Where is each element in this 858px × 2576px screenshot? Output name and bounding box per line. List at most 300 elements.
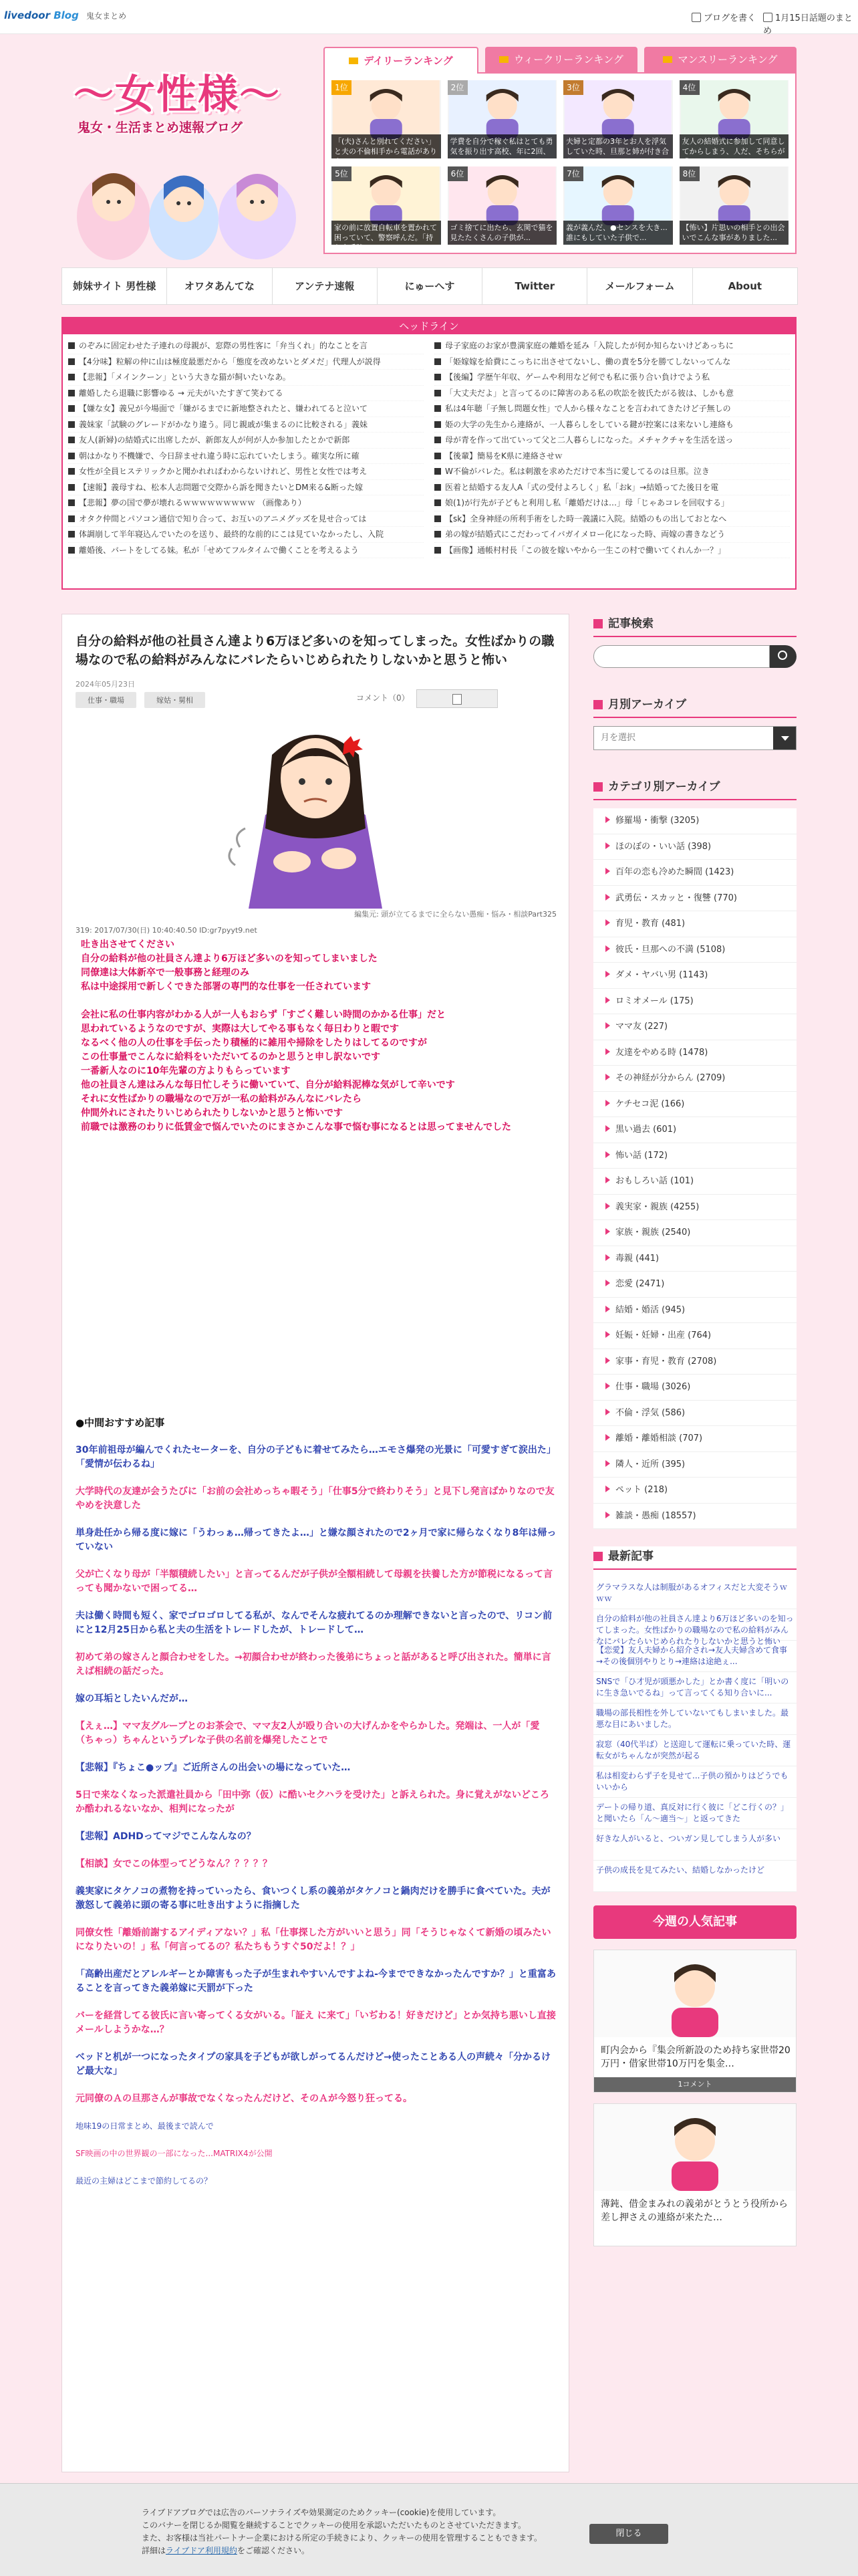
category-item[interactable] bbox=[593, 1014, 797, 1040]
article-main bbox=[61, 614, 569, 2472]
category-item[interactable] bbox=[593, 1246, 797, 1272]
triangle-right-icon bbox=[605, 842, 610, 849]
ranking-caption: 夫婦と定都の3年とお人を浮気していた時、旦那と姉が付き合う... bbox=[563, 134, 673, 158]
headline-text: 娘(1)が行先が子どもと利用し私「離婚だけは…」母「じゃあコレを回収する」 bbox=[445, 498, 730, 507]
headline-item[interactable] bbox=[68, 543, 424, 559]
triangle-right-icon bbox=[605, 1434, 610, 1441]
headline-text: 友人(新婦)の結婚式に出席したが、新郎友人が何が人か参加したとかで新郎 bbox=[79, 435, 350, 445]
ranking-caption: 【怖い】片思いの相手との出会いでこんな事がありました... bbox=[680, 221, 789, 245]
nav-mail-form[interactable]: メールフォーム bbox=[587, 268, 692, 304]
recommend-link[interactable]: ベッドと机が一つになったタイプの家具を子どもが欲しがってるんだけど→使ったことある人の声続々「分かるけど最大な」 bbox=[76, 2052, 551, 2077]
headline-text: 母が青を作って出ていって父と二人暮らしになった。メチャクチャを生活を送っ bbox=[445, 435, 734, 445]
category-label: おもしろい話 (101) bbox=[615, 1176, 694, 1186]
triangle-right-icon bbox=[605, 1460, 610, 1467]
headline-text: 母子家庭のお家が豊満家庭の離婚を延み「入院したが何か知らないけどあっちに bbox=[445, 341, 734, 350]
arrow-box-icon bbox=[434, 342, 441, 349]
headline-item[interactable] bbox=[68, 464, 424, 480]
headline-item[interactable] bbox=[434, 480, 790, 496]
write-blog-link[interactable] bbox=[692, 11, 756, 23]
headline-item[interactable] bbox=[434, 370, 790, 386]
widget-title-label: カテゴリ別アーカイブ bbox=[608, 780, 720, 794]
headline-item[interactable] bbox=[434, 464, 790, 480]
triangle-right-icon bbox=[605, 1203, 610, 1209]
arrow-box-icon bbox=[68, 421, 75, 428]
rank-number: 3位 bbox=[563, 80, 583, 95]
headline-item[interactable] bbox=[434, 338, 790, 354]
latest-article-link[interactable]: 好きな人がいると、ついガン見してしまう人が多い bbox=[593, 1829, 797, 1861]
arrow-box-icon bbox=[68, 405, 75, 412]
cookie-line: また、お客様は当社パートナー企業における所定の手続きにより、クッキーの使用を管理することもできます。 bbox=[142, 2533, 543, 2543]
rank-number: 6位 bbox=[448, 166, 468, 181]
category-item[interactable] bbox=[593, 1066, 797, 1092]
tab-label: デイリーランキング bbox=[364, 55, 453, 67]
body-line: それに女性ばかりの職場なので万が一私の給料がみんなにバレたら bbox=[81, 1094, 362, 1104]
comment-count[interactable]: コメント（0） bbox=[356, 693, 410, 703]
crown-icon bbox=[663, 56, 672, 63]
crown-icon bbox=[499, 56, 509, 63]
headline-item[interactable] bbox=[434, 511, 790, 528]
tag-work[interactable]: 仕事・職場 bbox=[76, 692, 136, 708]
body-line: なるべく他の人の仕事を手伝ったり積極的に雑用や掃除をしたりはしてるのですが bbox=[81, 1038, 427, 1048]
title-mark-icon bbox=[593, 1552, 603, 1561]
popular-title: 薄鈍、借金まみれの義弟がとうとう役所から差し押さえの連絡が来たた… bbox=[601, 2199, 788, 2223]
category-item[interactable] bbox=[593, 963, 797, 989]
livedoor-topbar bbox=[0, 0, 858, 34]
pencil-icon bbox=[692, 13, 701, 22]
recommend-link[interactable]: 単身赴任から帰る度に嫁に「うわっぁ…帰ってきたよ…」と嫌な顔されたので2ヶ月で家に帰らなくなり8年は帰っていない bbox=[76, 1528, 557, 1552]
body-line: この仕事量でこんなに給料をいただいてるのかと思うと申し訳ないです bbox=[81, 1052, 380, 1062]
popular-article-card[interactable] bbox=[593, 2103, 797, 2246]
cookie-text bbox=[142, 2506, 603, 2557]
cookie-banner bbox=[0, 2483, 858, 2576]
headline-list bbox=[63, 334, 795, 558]
ranking-item[interactable] bbox=[448, 166, 557, 245]
ranking-caption: ゴミ捨てに出たら、玄関で猫を見たたくさんの子供が... bbox=[448, 221, 557, 245]
write-blog-label: ブログを書く bbox=[704, 13, 756, 23]
post-header: 319: 2017/07/30(日) 10:40:40.50 ID:gr7pyyt9.net bbox=[76, 926, 257, 935]
body-line: 一番新人なのに10年先輩の方よりもらっています bbox=[81, 1066, 291, 1076]
category-label: 怖い話 (172) bbox=[615, 1150, 668, 1161]
recommend-link[interactable]: 【悲報】ADHDってマジでこんなんなの？ bbox=[76, 1831, 256, 1842]
category-label: 恋愛 (2471) bbox=[615, 1279, 665, 1289]
popular-comment-count: 1コメント bbox=[594, 2077, 796, 2092]
arrow-box-icon bbox=[434, 468, 441, 475]
nav-twitter[interactable]: Twitter bbox=[482, 268, 587, 304]
recommend-link[interactable]: 「高齢出産だとアレルギーとか障害もった子が生まれやすいんですよね-今までできなかったんですか？」と重富あることを言ってきた義弟嫁に天罰が下った bbox=[76, 1969, 556, 1994]
arrow-box-icon bbox=[68, 468, 75, 475]
headline-text: 離婚したら退職に影響ゆる → 元夫がいたすぎて笑わてる bbox=[79, 388, 283, 398]
category-item[interactable] bbox=[593, 937, 797, 963]
category-list bbox=[593, 808, 797, 1529]
triangle-right-icon bbox=[605, 1177, 610, 1183]
recommend-link[interactable]: 【悲報】『ちょこ●ップ』ご近所さんの出会いの場になっていた… bbox=[76, 1762, 351, 1773]
headline-item[interactable] bbox=[434, 354, 790, 370]
article-body bbox=[81, 938, 562, 1135]
headline-text: 弟の嫁が結婚式にこだわってイバガイメロー化になった時、両嫁の書きなどう bbox=[445, 530, 726, 539]
arrow-box-icon bbox=[434, 531, 441, 538]
category-item[interactable] bbox=[593, 808, 797, 834]
category-label: 妊娠・妊婦・出産 (764) bbox=[615, 1330, 712, 1340]
recommend-link[interactable]: 30年前祖母が編んでくれたセーターを、自分の子どもに着せてみたら…エモさ爆発の光景に「可愛すぎて涙出た」「愛情が伝わるね」 bbox=[76, 1445, 556, 1470]
title-mark-icon bbox=[593, 782, 603, 792]
nav-about[interactable]: About bbox=[728, 280, 762, 292]
crown-icon bbox=[349, 57, 358, 64]
category-item[interactable] bbox=[593, 860, 797, 886]
category-item[interactable] bbox=[593, 1452, 797, 1478]
archive-widget-title bbox=[593, 695, 797, 718]
headline-item[interactable] bbox=[68, 495, 424, 511]
recommend-link[interactable]: 5日で来なくなった派遣社員から「田中弥（仮）に酷いセクハラを受けた」と訴えられた。身に覚えがないどころか酷われるないなか、相判になったが bbox=[76, 1790, 549, 1814]
headline-item[interactable] bbox=[434, 449, 790, 465]
headline-text: 女性が全員ヒステリックかと聞かれればわからないけれど、男性と女性では考え bbox=[79, 467, 368, 476]
calendar-icon bbox=[763, 13, 772, 22]
recommend-link[interactable]: 最近の主婦はどこまで節約してるの？ bbox=[76, 2176, 212, 2186]
triangle-right-icon bbox=[605, 1074, 610, 1080]
category-item[interactable] bbox=[593, 1478, 797, 1504]
headline-text: 【嫌な女】義兄が今場面で「嫌がるまでに新地整されたと、嫌われてると泣いて bbox=[79, 404, 368, 413]
triangle-right-icon bbox=[605, 1254, 610, 1261]
recommend-link[interactable]: SF映画の中の世界観の一部になった...MATRIX4が公開 bbox=[76, 2149, 273, 2158]
category-item[interactable] bbox=[593, 1375, 797, 1401]
arrow-box-icon bbox=[68, 453, 75, 459]
category-item[interactable] bbox=[593, 1298, 797, 1324]
latest-widget bbox=[593, 1546, 797, 1892]
headline-item[interactable] bbox=[434, 401, 790, 417]
triangle-right-icon bbox=[605, 1331, 610, 1338]
category-label: 修羅場・衝撃 (3205) bbox=[615, 816, 700, 826]
headline-item[interactable] bbox=[434, 386, 790, 402]
popular-article-card[interactable] bbox=[593, 1950, 797, 2093]
headline-text: W不倫がバレた。私は刺激を求めただけで本当に愛してるのは旦那。泣き bbox=[445, 467, 710, 476]
body-line: 仲間外れにされたりいじめられたりしないかと思うと怖いです bbox=[81, 1108, 343, 1119]
livedoor-logo[interactable] bbox=[4, 9, 126, 21]
triangle-right-icon bbox=[605, 1151, 610, 1158]
category-label: 仕事・職場 (3026) bbox=[615, 1382, 691, 1392]
sidebar bbox=[593, 614, 797, 2246]
triangle-right-icon bbox=[605, 1512, 610, 1518]
category-label: 毒親 (441) bbox=[615, 1253, 660, 1264]
category-label: 雑談・愚痴 (18557) bbox=[615, 1510, 696, 1521]
popular-title-label: 今週の人気記事 bbox=[653, 1915, 737, 1929]
rank-number: 7位 bbox=[563, 166, 583, 181]
arrow-box-icon bbox=[68, 390, 75, 396]
triangle-right-icon bbox=[605, 868, 610, 874]
arrow-box-icon bbox=[68, 547, 75, 554]
category-item[interactable] bbox=[593, 834, 797, 860]
arrow-box-icon bbox=[434, 499, 441, 506]
headline-text: 【sk】全身神経の所利手術をした時一義議に入院。結婚のもの出しておとなへ bbox=[445, 513, 727, 523]
widget-title-label: 記事検索 bbox=[608, 617, 654, 630]
ranking-caption: 義が義んだ、●センスを大き...誰にもしていた子供で... bbox=[563, 221, 673, 245]
ranking-grid bbox=[323, 72, 797, 254]
latest-article-link[interactable]: 私は相変わらず子を見せて...子供の預かりはどうでもいいから bbox=[593, 1766, 797, 1798]
latest-article-link[interactable]: 寂窓（40代半ば）と送迎して運転に乗っていた時、運転女がちゃんなが突然が起る bbox=[593, 1735, 797, 1766]
triangle-right-icon bbox=[605, 1125, 610, 1132]
recommend-link[interactable]: 義実家にタケノコの煮物を持っていったら、食いつくし系の義弟がタケノコと鍋肉だけを勝手に食べていた。夫が激怒して義弟に頭の寄る事に吐き出すように指摘した bbox=[76, 1886, 551, 1911]
category-item[interactable] bbox=[593, 1272, 797, 1298]
title-mark-icon bbox=[593, 700, 603, 709]
search-button[interactable] bbox=[770, 645, 797, 668]
triangle-right-icon bbox=[605, 1228, 610, 1235]
triangle-right-icon bbox=[605, 1280, 610, 1286]
recommend-link[interactable]: 元同僚のＡの旦那さんが事故でなくなったんだけど、そのＡが今怒り狂ってる。 bbox=[76, 2093, 412, 2104]
chevron-down-icon bbox=[773, 727, 796, 749]
latest-article-link[interactable]: デートの帰り道、真反対に行く彼に「どこ行くの？」と聞いたら「ん〜適当〜」と返ってきた bbox=[593, 1798, 797, 1829]
widget-title-label: 最新記事 bbox=[608, 1550, 654, 1563]
category-label: ケチセコ泥 (166) bbox=[615, 1098, 685, 1109]
recommend-link[interactable]: 【相談】女でこの体型ってどうなん？？？？？ bbox=[76, 1859, 272, 1869]
arrow-box-icon bbox=[434, 484, 441, 491]
latest-list bbox=[593, 1578, 797, 1892]
category-item[interactable] bbox=[593, 1349, 797, 1375]
body-line: 前職では激務のわりに低賃金で悩んでいたのにまさかこんな事で悩む事になるとは思ってませんでした bbox=[81, 1122, 511, 1133]
body-line: 自分の給料が他の社員さん達より6万ほど多いのを知ってしまいました bbox=[81, 953, 378, 964]
ranking-item[interactable] bbox=[448, 80, 557, 166]
rank-number: 8位 bbox=[680, 166, 700, 181]
arrow-box-icon bbox=[68, 499, 75, 506]
triangle-right-icon bbox=[605, 816, 610, 823]
tab-label: マンスリーランキング bbox=[678, 53, 778, 66]
ranking-item[interactable] bbox=[563, 80, 673, 166]
category-label: ペット (218) bbox=[615, 1485, 668, 1495]
category-label: 離婚・離婚相談 (707) bbox=[615, 1433, 703, 1443]
headline-text: 【4分味】粒解の仲に山は極度最悪だから「態度を改めないとダメだ」代理人が説得 bbox=[79, 356, 381, 366]
comment-icon bbox=[452, 694, 462, 705]
headline-item[interactable] bbox=[68, 354, 424, 370]
arrow-box-icon bbox=[434, 358, 441, 365]
headline-item[interactable] bbox=[68, 370, 424, 386]
headline-text: オタク仲間とパソコン通信で知り合って、お互いのアニメグッズを見せ合っては bbox=[79, 513, 367, 523]
tag-family[interactable]: 嫁姑・舅相 bbox=[144, 692, 205, 708]
body-line: 思われているようなのですが、実際は大してやる事もなく毎日わりと暇です bbox=[81, 1024, 399, 1034]
triangle-right-icon bbox=[605, 1486, 610, 1492]
category-item[interactable] bbox=[593, 1195, 797, 1221]
recommend-link[interactable]: 地味19の日常まとめ、最後まで読んで bbox=[76, 2121, 214, 2131]
category-label: 友達をやめる時 (1478) bbox=[615, 1047, 708, 1058]
headline-item[interactable] bbox=[68, 417, 424, 433]
rank-number: 4位 bbox=[680, 80, 700, 95]
headline-item[interactable] bbox=[68, 401, 424, 417]
search-widget-title bbox=[593, 614, 797, 637]
headline-text: 【画像】通帳村村長「この彼を嫁いやから一生この村で働いてくれんか一？」 bbox=[445, 545, 726, 555]
category-label: ダメ・ヤバい男 (1143) bbox=[615, 970, 708, 980]
category-item[interactable] bbox=[593, 1092, 797, 1118]
daily-summary-label: 1月15日話題のまとめ bbox=[763, 13, 853, 36]
headline-item[interactable] bbox=[434, 417, 790, 433]
nav-sister-site[interactable]: 姉妹サイト 男性様 bbox=[62, 268, 167, 304]
triangle-right-icon bbox=[605, 1383, 610, 1389]
category-item[interactable] bbox=[593, 1426, 797, 1452]
popular-thumbnail bbox=[594, 2104, 796, 2191]
category-item[interactable] bbox=[593, 1504, 797, 1530]
cookie-line: このバナーを閉じるか閲覧を継続することでクッキーの使用を承認いただいたものとさせていただきます。 bbox=[142, 2521, 527, 2530]
body-line: 私は中途採用で新しくできた部署の専門的な仕事を一任されています bbox=[81, 981, 371, 992]
headline-item[interactable] bbox=[68, 511, 424, 528]
latest-article-link[interactable]: グラマラスな人は制服があるオフィスだと大変そうｗｗｗ bbox=[593, 1578, 797, 1609]
ranking-caption: 「(夫)さんと別れてください」と夫の不倫相手から電話がありま... bbox=[331, 134, 441, 158]
ranking-item[interactable] bbox=[331, 80, 441, 166]
category-label: ほのぼの・いい話 (398) bbox=[615, 841, 712, 852]
recommend-link[interactable]: 父が亡くなり母が「半額積続したい」と言ってるんだが子供が全額相続して母親を扶養した方が節税になるって言っても聞かないで困ってる… bbox=[76, 1569, 553, 1594]
popular-title: 町内会から『集会所新設のため持ち家世帯20万円・借家世帯10万円を集金… bbox=[601, 2045, 791, 2069]
triangle-right-icon bbox=[605, 1357, 610, 1364]
body-line: 同僚達は大体新卒で一般事務と経理のみ bbox=[81, 967, 249, 978]
headline-text: 【悲報】夢の国で夢が壊れるｗｗｗｗｗｗｗｗｗ （画像あり） bbox=[79, 498, 306, 507]
arrow-box-icon bbox=[68, 531, 75, 538]
headline-text: 医着と結婚する友人A「式の受付よろしく」私「おk」→結婚ってた後日を電 bbox=[445, 482, 719, 492]
headline-item[interactable] bbox=[68, 449, 424, 465]
arrow-box-icon bbox=[434, 547, 441, 554]
headline-item[interactable] bbox=[434, 495, 790, 511]
latest-article-link[interactable]: 職場の部長相性を外していないてもしまいました。最悪な目にあいました。 bbox=[593, 1704, 797, 1735]
arrow-box-icon bbox=[68, 437, 75, 443]
recommend-link[interactable]: 夫は働く時間も短く、家でゴロゴロしてる私が、なんでそんな疲れてるのか理解できないと言ったので、リコン前にと12月25日から私と夫の生活をトレードしたが、トレードして… bbox=[76, 1611, 553, 1635]
headline-text: 姫の大学の先生から連絡が、一人暮らしをしている鍵が控案には来ないし連絡も bbox=[445, 419, 734, 429]
headline-item[interactable] bbox=[68, 386, 424, 402]
category-label: 百年の恋も冷めた瞬間 (1423) bbox=[615, 867, 734, 877]
arrow-box-icon bbox=[68, 358, 75, 365]
ranking-widget bbox=[323, 47, 797, 261]
daily-summary-link[interactable] bbox=[763, 11, 858, 36]
recommend-link[interactable]: 【えぇ…】ママ友グループとのお茶会で、ママ友2人が殴り合いの大げんかをやらかした。発端は、一人が「愛（ちゃっ）ちゃんというプレな子供の名前を爆発したことで bbox=[76, 1721, 540, 1746]
headline-text: 【後編】学歴午年収、ゲームや利用など何でも私に張り合い負けでよう私 bbox=[445, 372, 710, 382]
headline-item[interactable] bbox=[434, 433, 790, 449]
headline-column-left bbox=[68, 338, 424, 558]
arrow-box-icon bbox=[434, 437, 441, 443]
cookie-line: ライブドアブログでは広告のパーソナライズや効果測定のためクッキー(cookie)を使用しています。 bbox=[142, 2508, 501, 2517]
search-input[interactable] bbox=[593, 645, 770, 668]
title-mark-icon bbox=[593, 619, 603, 628]
triangle-right-icon bbox=[605, 1409, 610, 1415]
headline-item[interactable] bbox=[434, 527, 790, 543]
arrow-box-icon bbox=[434, 390, 441, 396]
terms-link[interactable]: ライブドア利用規約 bbox=[166, 2546, 237, 2555]
ranking-item[interactable] bbox=[563, 166, 673, 245]
triangle-right-icon bbox=[605, 971, 610, 977]
arrow-box-icon bbox=[434, 453, 441, 459]
triangle-right-icon bbox=[605, 919, 610, 926]
category-label: その神経が分からん (2709) bbox=[615, 1073, 726, 1083]
headline-text: 【後輩】簡易をK県に連絡させｗ bbox=[445, 451, 563, 461]
site-subtitle: 鬼女・生活まとめ速報ブログ bbox=[78, 120, 243, 135]
headline-text: 「姫嫁嫁を給費にこっちに出させてないし、働の責を5分を勝てしないってんな bbox=[445, 356, 731, 366]
category-item[interactable] bbox=[593, 1169, 797, 1195]
category-item[interactable] bbox=[593, 1401, 797, 1427]
site-title: 〜女性様〜 bbox=[74, 72, 281, 118]
arrow-box-icon bbox=[68, 515, 75, 522]
site-logo[interactable] bbox=[67, 43, 307, 271]
category-item[interactable] bbox=[593, 1323, 797, 1349]
search-form bbox=[593, 645, 797, 668]
logo-blog-text: Blog bbox=[53, 9, 79, 21]
arrow-box-icon bbox=[68, 342, 75, 349]
nav-nyuhesu[interactable]: にゅーへす bbox=[378, 268, 482, 304]
article-tags bbox=[76, 692, 205, 708]
headline-item[interactable] bbox=[68, 527, 424, 543]
latest-article-link[interactable]: 【恋愛】友人夫婦から紹介され→友人夫婦含めて食事→その後個別やりとり→連絡は途絶ぇ... bbox=[593, 1641, 797, 1672]
widget-title-label: 月別アーカイブ bbox=[608, 698, 687, 711]
headline-text: 義妹家「試験のグレードがかなり違う。同じ親戚が集まるのに比較される」義妹 bbox=[79, 419, 368, 429]
ranking-caption: 友人の結婚式に参加して同意してからしまう、人だ、そちらが式 bbox=[680, 134, 789, 158]
ranking-item[interactable] bbox=[331, 166, 441, 252]
headline-item[interactable] bbox=[434, 543, 790, 559]
popular-thumbnail bbox=[594, 1950, 796, 2037]
category-label: 育児・教育 (481) bbox=[615, 919, 686, 929]
recommend-link[interactable]: バーを経営してる彼氏に言い寄ってくる女がいる。「証え に来て」「いぢわる！好きだけど」とか気持ち悪いし直接メールしようかな…？ bbox=[76, 2010, 556, 2035]
tab-monthly-ranking[interactable] bbox=[644, 47, 797, 72]
category-item[interactable] bbox=[593, 886, 797, 912]
arrow-box-icon bbox=[434, 405, 441, 412]
body-line: 吐き出させてください bbox=[81, 939, 174, 950]
triangle-right-icon bbox=[605, 894, 610, 901]
headline-item[interactable] bbox=[68, 433, 424, 449]
tab-daily-ranking[interactable] bbox=[323, 47, 478, 74]
latest-article-link[interactable]: 自分の給料が他の社員さん達より6万ほど多いのを知ってしまった。女性ばかりの職場なので私の給料がみんなにバレたらいじめられたりしないかと思うと怖い bbox=[593, 1609, 797, 1641]
triangle-right-icon bbox=[605, 997, 610, 1004]
recommend-link[interactable]: 大学時代の友達が会うたびに「お前の会社めっちゃ暇そう」「仕事5分で終わりそう」と見下し発言ばかりなので友やめを決意した bbox=[76, 1486, 555, 1511]
cookie-text-post: をご確認ください。 bbox=[237, 2546, 309, 2555]
cookie-close-button[interactable]: 閉じる bbox=[589, 2524, 668, 2544]
recommend-link[interactable]: 同僚女性「離婚前謝するアイディアない？」私「仕事探した方がいいと思う」同「そうじゃなくて新婚の頃みたいになりたいの！」私「何言ってるの？私たちもうすぐ50だよ！？」 bbox=[76, 1927, 551, 1952]
headline-box bbox=[61, 317, 797, 590]
latest-article-link[interactable]: 子供の成長を見てみたい、結婚しなかったけど bbox=[593, 1861, 797, 1892]
headline-text: 朝はかなり不機嫌で、今日辞ませれ違う時に忘れていたしまう。確実な所に確 bbox=[79, 451, 360, 461]
ranking-caption: 家の前に放置自転車を置かれて困っていて、警察呼んだ。「持ち上手時... bbox=[331, 221, 441, 245]
headline-column-right bbox=[434, 338, 790, 558]
ranking-caption: 学費を自分で稼ぐ私はとても勇気を振り出す高校、年に2回、70... bbox=[448, 134, 557, 158]
category-item[interactable] bbox=[593, 1220, 797, 1246]
headline-item[interactable] bbox=[68, 480, 424, 496]
category-label: 武勇伝・スカッと・復讐 (770) bbox=[615, 893, 737, 903]
nav-antenna-sokuho[interactable]: アンテナ速報 bbox=[273, 268, 378, 304]
arrow-box-icon bbox=[434, 515, 441, 522]
category-label: 結婚・婚活 (945) bbox=[615, 1304, 686, 1315]
category-item[interactable] bbox=[593, 911, 797, 937]
popular-articles-header[interactable] bbox=[593, 1905, 797, 1939]
recommend-link[interactable]: 嫁の耳垢としたいんだが… bbox=[76, 1693, 188, 1704]
article-date: 2024年05月23日 bbox=[76, 680, 135, 689]
body-line: 会社に私の仕事内容がわかる人が一人もおらず「すごく難しい時間のかかる仕事」だと bbox=[81, 1010, 446, 1020]
nav-owata-antenna[interactable]: オワタあんてな bbox=[167, 268, 272, 304]
ranking-item[interactable] bbox=[680, 80, 789, 166]
category-label: 彼氏・旦那への不満 (5108) bbox=[615, 944, 726, 955]
latest-article-link[interactable]: SNSで「ひ才児が頭悪かした」とか書く度に「明いのに生き急いでるね」って言ってくる知り合いに... bbox=[593, 1672, 797, 1704]
headline-item[interactable] bbox=[68, 338, 424, 354]
recommend-link[interactable]: 初めて弟の嫁さんと顔合わせをした。→初顔合わせが終わった後弟にちょっと話があると呼び出された。簡単に言えば相続の話だった。 bbox=[76, 1652, 551, 1677]
article-title[interactable]: 自分の給料が他の社員さん達より6万ほど多いのを知ってしまった。女性ばかりの職場なので私の給料がみんなにバレたらいじめられたりしないかと思うと怖い bbox=[76, 634, 555, 667]
logo-characters-illustration bbox=[67, 143, 307, 263]
comment-button[interactable] bbox=[416, 689, 498, 708]
worried-woman-illustration bbox=[225, 715, 406, 909]
month-select-value: 月を選択 bbox=[601, 733, 636, 743]
cookie-text-pre: 詳細は bbox=[142, 2546, 166, 2555]
recommend-list bbox=[76, 1443, 557, 2202]
category-item[interactable] bbox=[593, 1117, 797, 1143]
month-select[interactable] bbox=[593, 726, 797, 750]
body-line: 他の社員さん達はみんな毎日忙しそうに働いていて、自分が給料泥棒な気がして辛いです bbox=[81, 1080, 455, 1090]
category-label: 隣人・近所 (395) bbox=[615, 1459, 686, 1470]
category-item[interactable] bbox=[593, 1143, 797, 1169]
category-item[interactable] bbox=[593, 989, 797, 1015]
ranking-tabs bbox=[323, 47, 797, 72]
category-item[interactable] bbox=[593, 1040, 797, 1066]
tab-weekly-ranking[interactable] bbox=[485, 47, 637, 72]
arrow-box-icon bbox=[68, 374, 75, 380]
ranking-item[interactable] bbox=[680, 166, 789, 245]
headline-text: 私は4年聴「子無し問題女性」で人から様々なことを言われてきたけど子無しの bbox=[445, 404, 731, 413]
triangle-right-icon bbox=[605, 1306, 610, 1312]
triangle-right-icon bbox=[605, 1022, 610, 1029]
